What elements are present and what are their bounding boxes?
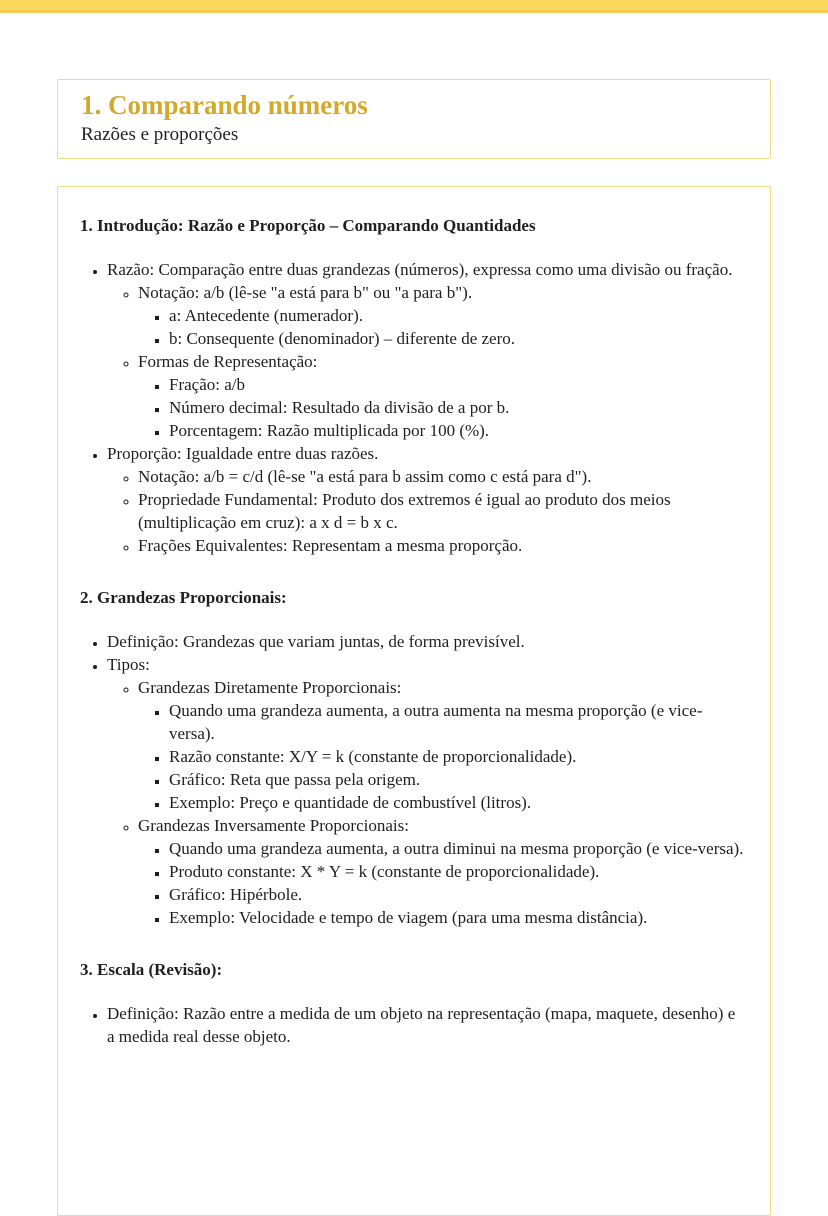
section-heading: 2. Grandezas Proporcionais: [80,588,287,607]
bullet-list [107,465,746,557]
list-item-text: Produto constante: X * Y = k (constante de proporcionalidade). [169,862,600,881]
page-subtitle: Razões e proporções [81,124,239,145]
list-item-text: Razão: Comparação entre duas grandezas (números), expressa como uma divisão ou fração. [107,260,733,279]
top-accent-bar [0,0,828,13]
page-title: 1. Comparando números [81,90,368,120]
bullet-list [107,281,746,442]
list-item [169,768,746,791]
list-item [138,814,746,929]
list-item-text: Razão constante: X/Y = k (constante de proporcionalidade). [169,747,577,766]
list-item [169,883,746,906]
content-card [57,186,771,1216]
list-item-text: Notação: a/b (lê-se "a está para b" ou "a para b"). [138,283,473,302]
list-item-text: Grandezas Diretamente Proporcionais: [138,678,402,697]
list-item [169,373,746,396]
list-item [169,699,746,745]
list-item-text: Gráfico: Hipérbole. [169,885,303,904]
list-item [169,396,746,419]
list-item [169,860,746,883]
section [80,586,746,929]
list-item [169,745,746,768]
list-item-text: Formas de Representação: [138,352,318,371]
bullet-list [138,837,746,929]
list-item-text: Proporção: Igualdade entre duas razões. [107,444,379,463]
bullet-list [80,258,746,557]
section-heading: 1. Introdução: Razão e Proporção – Comparando Quantidades [80,216,536,235]
list-item [138,465,746,488]
section [80,958,746,1048]
list-item [107,653,746,929]
bullet-list [138,699,746,814]
bullet-list [107,676,746,929]
list-item [138,350,746,442]
list-item [169,906,746,929]
list-item [169,837,746,860]
bullet-list [80,630,746,929]
list-item [138,534,746,557]
list-item-text: Definição: Grandezas que variam juntas, de forma previsível. [107,632,525,651]
list-item-text: Definição: Razão entre a medida de um objeto na representação (mapa, maquete, desenho) e a medida real desse objeto. [107,1004,736,1046]
list-item-text: Frações Equivalentes: Representam a mesma proporção. [138,536,523,555]
list-item [169,419,746,442]
list-item-text: Propriedade Fundamental: Produto dos extremos é igual ao produto dos meios (multiplicação em cruz): a x d = b x c. [138,490,671,532]
section-heading: 3. Escala (Revisão): [80,960,223,979]
list-item-text: Notação: a/b = c/d (lê-se "a está para b assim como c está para d"). [138,467,592,486]
list-item-text: Quando uma grandeza aumenta, a outra aumenta na mesma proporção (e vice-versa). [169,701,703,743]
list-item [169,791,746,814]
title-card [57,79,771,159]
bullet-list [138,373,746,442]
list-item-text: b: Consequente (denominador) – diferente de zero. [169,329,516,348]
bullet-list [80,1002,746,1048]
list-item [169,304,746,327]
list-item-text: Tipos: [107,655,150,674]
list-item [107,258,746,442]
list-item-text: Grandezas Inversamente Proporcionais: [138,816,409,835]
list-item-text: Exemplo: Velocidade e tempo de viagem (para uma mesma distância). [169,908,648,927]
section [80,214,746,557]
list-item [107,442,746,557]
list-item-text: Gráfico: Reta que passa pela origem. [169,770,421,789]
list-item [138,676,746,814]
list-item-text: Fração: a/b [169,375,245,394]
list-item [107,1002,746,1048]
list-item-text: Quando uma grandeza aumenta, a outra diminui na mesma proporção (e vice-versa). [169,839,744,858]
list-item [107,630,746,653]
list-item [169,327,746,350]
list-item-text: Exemplo: Preço e quantidade de combustível (litros). [169,793,532,812]
list-item-text: Número decimal: Resultado da divisão de a por b. [169,398,510,417]
bullet-list [138,304,746,350]
list-item [138,488,746,534]
list-item-text: a: Antecedente (numerador). [169,306,363,325]
list-item [138,281,746,350]
list-item-text: Porcentagem: Razão multiplicada por 100 (%). [169,421,490,440]
